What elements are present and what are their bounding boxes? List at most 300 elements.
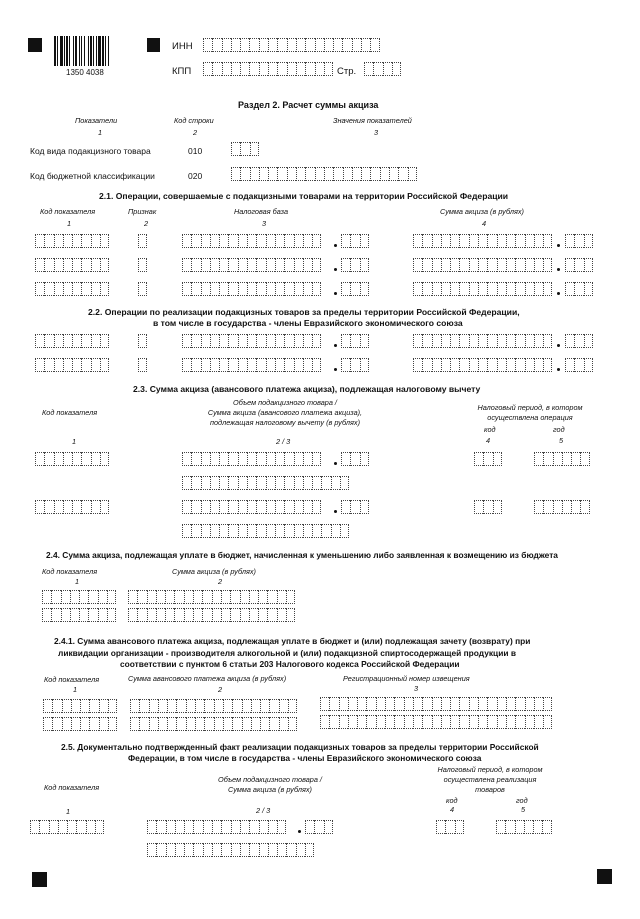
s23-volume-int-field[interactable] <box>182 500 321 514</box>
s22-amount-int-field[interactable] <box>413 358 552 372</box>
char-cell[interactable] <box>312 500 321 514</box>
char-cell[interactable] <box>81 334 90 348</box>
s25-code-field[interactable] <box>30 820 104 834</box>
char-cell[interactable] <box>182 358 191 372</box>
char-cell[interactable] <box>222 62 231 76</box>
char-cell[interactable] <box>67 820 76 834</box>
char-cell[interactable] <box>534 358 543 372</box>
char-cell[interactable] <box>445 820 454 834</box>
char-cell[interactable] <box>312 452 321 466</box>
char-cell[interactable] <box>91 258 100 272</box>
char-cell[interactable] <box>404 715 413 729</box>
char-cell[interactable] <box>275 234 284 248</box>
s25-volume-dec-field[interactable] <box>305 820 333 834</box>
char-cell[interactable] <box>259 38 268 52</box>
char-cell[interactable] <box>320 715 329 729</box>
char-cell[interactable] <box>533 820 542 834</box>
char-cell[interactable] <box>305 167 314 181</box>
char-cell[interactable] <box>478 715 487 729</box>
char-cell[interactable] <box>182 234 191 248</box>
char-cell[interactable] <box>231 38 240 52</box>
char-cell[interactable] <box>63 358 72 372</box>
char-cell[interactable] <box>182 258 191 272</box>
char-cell[interactable] <box>469 334 478 348</box>
char-cell[interactable] <box>277 820 286 834</box>
char-cell[interactable] <box>348 697 357 711</box>
char-cell[interactable] <box>184 843 193 857</box>
char-cell[interactable] <box>193 608 202 622</box>
char-cell[interactable] <box>385 697 394 711</box>
char-cell[interactable] <box>240 62 249 76</box>
char-cell[interactable] <box>275 358 284 372</box>
char-cell[interactable] <box>275 282 284 296</box>
char-cell[interactable] <box>534 500 543 514</box>
char-cell[interactable] <box>268 38 277 52</box>
char-cell[interactable] <box>223 699 232 713</box>
s23-amount-field[interactable] <box>182 476 349 490</box>
char-cell[interactable] <box>174 590 183 604</box>
char-cell[interactable] <box>515 820 524 834</box>
char-cell[interactable] <box>275 258 284 272</box>
char-cell[interactable] <box>72 258 81 272</box>
s21-amount-dec-field[interactable] <box>565 282 593 296</box>
char-cell[interactable] <box>186 717 195 731</box>
char-cell[interactable] <box>35 234 44 248</box>
char-cell[interactable] <box>61 590 70 604</box>
char-cell[interactable] <box>138 234 147 248</box>
char-cell[interactable] <box>219 334 228 348</box>
char-cell[interactable] <box>191 282 200 296</box>
char-cell[interactable] <box>238 452 247 466</box>
char-cell[interactable] <box>167 699 176 713</box>
char-cell[interactable] <box>219 282 228 296</box>
char-cell[interactable] <box>128 590 137 604</box>
char-cell[interactable] <box>100 334 109 348</box>
char-cell[interactable] <box>52 699 61 713</box>
char-cell[interactable] <box>107 590 116 604</box>
char-cell[interactable] <box>296 62 305 76</box>
char-cell[interactable] <box>312 334 321 348</box>
char-cell[interactable] <box>249 608 258 622</box>
char-cell[interactable] <box>256 500 265 514</box>
char-cell[interactable] <box>441 334 450 348</box>
char-cell[interactable] <box>584 334 593 348</box>
char-cell[interactable] <box>238 524 247 538</box>
char-cell[interactable] <box>54 234 63 248</box>
char-cell[interactable] <box>303 234 312 248</box>
char-cell[interactable] <box>210 334 219 348</box>
char-cell[interactable] <box>459 282 468 296</box>
char-cell[interactable] <box>184 608 193 622</box>
char-cell[interactable] <box>266 234 275 248</box>
char-cell[interactable] <box>249 38 258 52</box>
char-cell[interactable] <box>72 358 81 372</box>
char-cell[interactable] <box>373 62 382 76</box>
char-cell[interactable] <box>314 820 323 834</box>
char-cell[interactable] <box>79 590 88 604</box>
char-cell[interactable] <box>284 524 293 538</box>
char-cell[interactable] <box>259 167 268 181</box>
char-cell[interactable] <box>268 820 277 834</box>
excise-type-field[interactable] <box>231 142 259 156</box>
char-cell[interactable] <box>62 717 71 731</box>
char-cell[interactable] <box>279 717 288 731</box>
char-cell[interactable] <box>191 234 200 248</box>
char-cell[interactable] <box>441 697 450 711</box>
char-cell[interactable] <box>432 234 441 248</box>
s23-period-year-field[interactable] <box>534 452 590 466</box>
char-cell[interactable] <box>312 282 321 296</box>
char-cell[interactable] <box>182 524 191 538</box>
char-cell[interactable] <box>584 234 593 248</box>
char-cell[interactable] <box>35 500 44 514</box>
s24-code-field[interactable] <box>42 590 116 604</box>
char-cell[interactable] <box>294 334 303 348</box>
s23-period-code-field[interactable] <box>474 500 502 514</box>
char-cell[interactable] <box>284 258 293 272</box>
char-cell[interactable] <box>315 38 324 52</box>
char-cell[interactable] <box>515 358 524 372</box>
char-cell[interactable] <box>158 699 167 713</box>
char-cell[interactable] <box>228 282 237 296</box>
char-cell[interactable] <box>99 717 108 731</box>
char-cell[interactable] <box>413 234 422 248</box>
s23-period-code-field[interactable] <box>474 452 502 466</box>
char-cell[interactable] <box>474 500 483 514</box>
char-cell[interactable] <box>350 358 359 372</box>
char-cell[interactable] <box>506 697 515 711</box>
char-cell[interactable] <box>201 234 210 248</box>
char-cell[interactable] <box>210 282 219 296</box>
char-cell[interactable] <box>43 717 52 731</box>
char-cell[interactable] <box>288 699 297 713</box>
char-cell[interactable] <box>72 452 81 466</box>
char-cell[interactable] <box>376 697 385 711</box>
s21-base-dec-field[interactable] <box>341 258 369 272</box>
char-cell[interactable] <box>286 590 295 604</box>
char-cell[interactable] <box>203 38 212 52</box>
char-cell[interactable] <box>321 524 330 538</box>
char-cell[interactable] <box>62 699 71 713</box>
s22-amount-dec-field[interactable] <box>565 358 593 372</box>
char-cell[interactable] <box>230 608 239 622</box>
char-cell[interactable] <box>360 234 369 248</box>
char-cell[interactable] <box>408 167 417 181</box>
char-cell[interactable] <box>360 500 369 514</box>
char-cell[interactable] <box>242 699 251 713</box>
char-cell[interactable] <box>230 590 239 604</box>
char-cell[interactable] <box>469 258 478 272</box>
char-cell[interactable] <box>210 258 219 272</box>
char-cell[interactable] <box>201 358 210 372</box>
char-cell[interactable] <box>240 608 249 622</box>
char-cell[interactable] <box>147 590 156 604</box>
char-cell[interactable] <box>44 234 53 248</box>
char-cell[interactable] <box>81 500 90 514</box>
char-cell[interactable] <box>195 717 204 731</box>
char-cell[interactable] <box>259 843 268 857</box>
char-cell[interactable] <box>534 452 543 466</box>
char-cell[interactable] <box>422 334 431 348</box>
char-cell[interactable] <box>312 524 321 538</box>
char-cell[interactable] <box>238 334 247 348</box>
s22-code-field[interactable] <box>35 334 109 348</box>
char-cell[interactable] <box>525 234 534 248</box>
char-cell[interactable] <box>266 358 275 372</box>
char-cell[interactable] <box>515 697 524 711</box>
s22-sign-field[interactable] <box>138 334 147 348</box>
char-cell[interactable] <box>63 282 72 296</box>
char-cell[interactable] <box>240 167 249 181</box>
char-cell[interactable] <box>247 258 256 272</box>
char-cell[interactable] <box>251 699 260 713</box>
char-cell[interactable] <box>166 843 175 857</box>
s21-base-int-field[interactable] <box>182 258 321 272</box>
char-cell[interactable] <box>44 282 53 296</box>
char-cell[interactable] <box>191 258 200 272</box>
char-cell[interactable] <box>219 524 228 538</box>
char-cell[interactable] <box>204 717 213 731</box>
char-cell[interactable] <box>525 282 534 296</box>
char-cell[interactable] <box>303 524 312 538</box>
char-cell[interactable] <box>432 358 441 372</box>
char-cell[interactable] <box>221 843 230 857</box>
char-cell[interactable] <box>487 715 496 729</box>
char-cell[interactable] <box>459 334 468 348</box>
char-cell[interactable] <box>99 699 108 713</box>
char-cell[interactable] <box>266 258 275 272</box>
char-cell[interactable] <box>202 608 211 622</box>
char-cell[interactable] <box>543 258 552 272</box>
char-cell[interactable] <box>256 452 265 466</box>
char-cell[interactable] <box>506 258 515 272</box>
s241-amount-field[interactable] <box>130 717 297 731</box>
char-cell[interactable] <box>469 358 478 372</box>
char-cell[interactable] <box>214 717 223 731</box>
char-cell[interactable] <box>238 358 247 372</box>
char-cell[interactable] <box>91 334 100 348</box>
char-cell[interactable] <box>193 590 202 604</box>
char-cell[interactable] <box>247 476 256 490</box>
char-cell[interactable] <box>279 699 288 713</box>
char-cell[interactable] <box>256 524 265 538</box>
char-cell[interactable] <box>167 717 176 731</box>
s25-period-code-field[interactable] <box>436 820 464 834</box>
char-cell[interactable] <box>256 234 265 248</box>
char-cell[interactable] <box>352 38 361 52</box>
char-cell[interactable] <box>580 452 589 466</box>
char-cell[interactable] <box>497 334 506 348</box>
char-cell[interactable] <box>284 358 293 372</box>
char-cell[interactable] <box>284 452 293 466</box>
char-cell[interactable] <box>61 608 70 622</box>
char-cell[interactable] <box>331 524 340 538</box>
char-cell[interactable] <box>487 258 496 272</box>
char-cell[interactable] <box>54 452 63 466</box>
char-cell[interactable] <box>240 142 249 156</box>
char-cell[interactable] <box>108 699 117 713</box>
char-cell[interactable] <box>562 500 571 514</box>
char-cell[interactable] <box>238 258 247 272</box>
char-cell[interactable] <box>275 334 284 348</box>
char-cell[interactable] <box>210 500 219 514</box>
char-cell[interactable] <box>574 234 583 248</box>
char-cell[interactable] <box>422 697 431 711</box>
s23-code-field[interactable] <box>35 452 109 466</box>
char-cell[interactable] <box>139 717 148 731</box>
char-cell[interactable] <box>296 167 305 181</box>
char-cell[interactable] <box>459 234 468 248</box>
char-cell[interactable] <box>303 500 312 514</box>
char-cell[interactable] <box>51 590 60 604</box>
char-cell[interactable] <box>357 697 366 711</box>
char-cell[interactable] <box>341 452 350 466</box>
char-cell[interactable] <box>231 843 240 857</box>
char-cell[interactable] <box>182 452 191 466</box>
char-cell[interactable] <box>98 608 107 622</box>
char-cell[interactable] <box>238 234 247 248</box>
char-cell[interactable] <box>228 234 237 248</box>
char-cell[interactable] <box>413 715 422 729</box>
char-cell[interactable] <box>422 258 431 272</box>
s23-period-year-field[interactable] <box>534 500 590 514</box>
char-cell[interactable] <box>266 476 275 490</box>
char-cell[interactable] <box>493 500 502 514</box>
char-cell[interactable] <box>441 258 450 272</box>
char-cell[interactable] <box>137 590 146 604</box>
char-cell[interactable] <box>422 358 431 372</box>
char-cell[interactable] <box>324 820 333 834</box>
char-cell[interactable] <box>333 167 342 181</box>
char-cell[interactable] <box>432 282 441 296</box>
s22-amount-dec-field[interactable] <box>565 334 593 348</box>
char-cell[interactable] <box>450 715 459 729</box>
char-cell[interactable] <box>108 717 117 731</box>
char-cell[interactable] <box>256 476 265 490</box>
page-field[interactable] <box>364 62 401 76</box>
char-cell[interactable] <box>380 167 389 181</box>
char-cell[interactable] <box>240 590 249 604</box>
char-cell[interactable] <box>312 234 321 248</box>
char-cell[interactable] <box>70 608 79 622</box>
char-cell[interactable] <box>147 820 156 834</box>
char-cell[interactable] <box>515 282 524 296</box>
char-cell[interactable] <box>459 697 468 711</box>
char-cell[interactable] <box>269 699 278 713</box>
char-cell[interactable] <box>364 62 373 76</box>
char-cell[interactable] <box>249 62 258 76</box>
char-cell[interactable] <box>571 500 580 514</box>
char-cell[interactable] <box>249 820 258 834</box>
s241-amount-field[interactable] <box>130 699 297 713</box>
char-cell[interactable] <box>247 334 256 348</box>
char-cell[interactable] <box>52 717 61 731</box>
char-cell[interactable] <box>212 62 221 76</box>
char-cell[interactable] <box>259 62 268 76</box>
char-cell[interactable] <box>360 334 369 348</box>
char-cell[interactable] <box>156 820 165 834</box>
char-cell[interactable] <box>39 820 48 834</box>
char-cell[interactable] <box>360 258 369 272</box>
s21-amount-int-field[interactable] <box>413 258 552 272</box>
s21-sign-field[interactable] <box>138 258 147 272</box>
char-cell[interactable] <box>250 142 259 156</box>
char-cell[interactable] <box>219 452 228 466</box>
char-cell[interactable] <box>277 590 286 604</box>
char-cell[interactable] <box>534 697 543 711</box>
char-cell[interactable] <box>534 334 543 348</box>
char-cell[interactable] <box>389 167 398 181</box>
char-cell[interactable] <box>267 590 276 604</box>
s25-period-year-field[interactable] <box>496 820 552 834</box>
char-cell[interactable] <box>210 524 219 538</box>
char-cell[interactable] <box>275 476 284 490</box>
char-cell[interactable] <box>184 820 193 834</box>
char-cell[interactable] <box>553 452 562 466</box>
char-cell[interactable] <box>294 500 303 514</box>
char-cell[interactable] <box>478 282 487 296</box>
char-cell[interactable] <box>543 500 552 514</box>
s24-code-field[interactable] <box>42 608 116 622</box>
char-cell[interactable] <box>370 167 379 181</box>
char-cell[interactable] <box>497 715 506 729</box>
s23-code-field[interactable] <box>35 500 109 514</box>
char-cell[interactable] <box>221 608 230 622</box>
char-cell[interactable] <box>193 843 202 857</box>
char-cell[interactable] <box>341 358 350 372</box>
char-cell[interactable] <box>294 282 303 296</box>
char-cell[interactable] <box>228 476 237 490</box>
char-cell[interactable] <box>441 358 450 372</box>
char-cell[interactable] <box>100 500 109 514</box>
char-cell[interactable] <box>247 452 256 466</box>
char-cell[interactable] <box>268 167 277 181</box>
char-cell[interactable] <box>44 500 53 514</box>
char-cell[interactable] <box>221 820 230 834</box>
char-cell[interactable] <box>361 38 370 52</box>
char-cell[interactable] <box>201 524 210 538</box>
char-cell[interactable] <box>288 717 297 731</box>
char-cell[interactable] <box>543 358 552 372</box>
char-cell[interactable] <box>478 234 487 248</box>
char-cell[interactable] <box>268 62 277 76</box>
char-cell[interactable] <box>247 282 256 296</box>
char-cell[interactable] <box>165 608 174 622</box>
char-cell[interactable] <box>450 358 459 372</box>
s23-volume-int-field[interactable] <box>182 452 321 466</box>
char-cell[interactable] <box>63 234 72 248</box>
char-cell[interactable] <box>404 697 413 711</box>
char-cell[interactable] <box>525 358 534 372</box>
char-cell[interactable] <box>333 38 342 52</box>
char-cell[interactable] <box>81 452 90 466</box>
char-cell[interactable] <box>497 234 506 248</box>
s22-base-int-field[interactable] <box>182 358 321 372</box>
char-cell[interactable] <box>35 258 44 272</box>
s21-amount-dec-field[interactable] <box>565 234 593 248</box>
char-cell[interactable] <box>193 820 202 834</box>
char-cell[interactable] <box>385 715 394 729</box>
char-cell[interactable] <box>422 715 431 729</box>
char-cell[interactable] <box>505 820 514 834</box>
char-cell[interactable] <box>294 476 303 490</box>
char-cell[interactable] <box>256 358 265 372</box>
s23-volume-dec-field[interactable] <box>341 452 369 466</box>
char-cell[interactable] <box>231 142 240 156</box>
s22-base-int-field[interactable] <box>182 334 321 348</box>
char-cell[interactable] <box>35 334 44 348</box>
char-cell[interactable] <box>329 715 338 729</box>
